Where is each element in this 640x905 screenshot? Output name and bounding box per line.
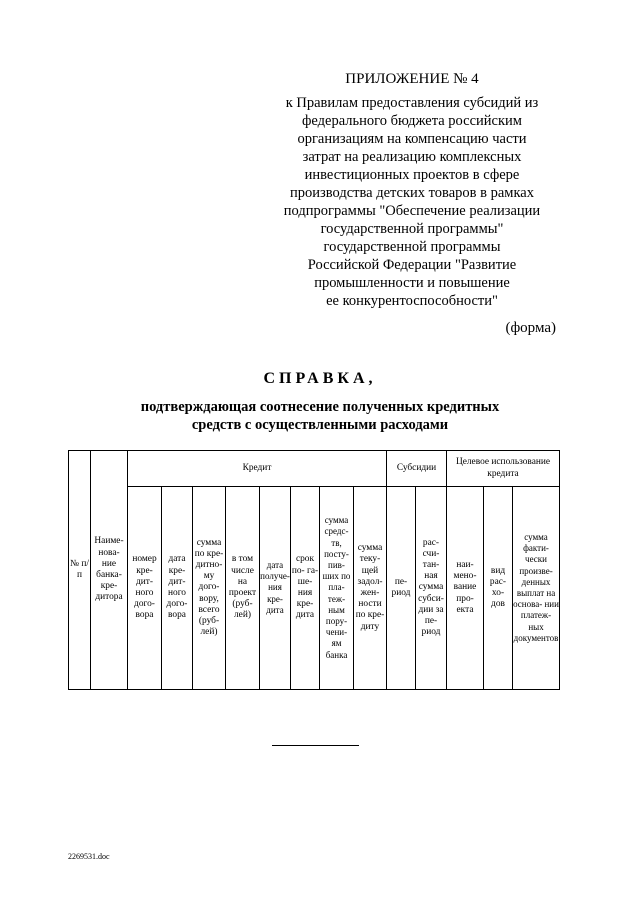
appendix-line: подпрограммы "Обеспечение реализации <box>283 203 541 219</box>
header-cell-number: № п/п <box>69 451 91 690</box>
header-cell-credit: номер кре- дит- ного дого- вора <box>128 487 162 690</box>
document-title: СПРАВКА, <box>263 370 377 387</box>
appendix-line: затрат на реализацию комплексных <box>302 149 522 165</box>
appendix-line: ее конкурентоспособности" <box>326 293 498 309</box>
header-cell-credit: дата кре- дит- ного дого- вора <box>162 487 193 690</box>
appendix-line: Российской Федерации "Развитие <box>307 257 517 273</box>
header-group-credit: Кредит <box>128 451 387 487</box>
subtitle-line: средств с осуществленными расходами <box>191 417 449 433</box>
appendix-line: инвестиционных проектов в сфере <box>304 167 520 183</box>
header-cell-usage: сумма факти- чески произве- денных выплат на основа- нии платеж- ных документов <box>513 487 560 690</box>
appendix-line: организациям на компенсацию части <box>297 131 527 147</box>
header-cell-bank: Наиме- нова- ние банка- кре- дитора <box>91 451 128 690</box>
appendix-line: производства детских товаров в рамках <box>290 185 534 201</box>
header-cell-credit: сумма теку- щей задол- жен- ности по кре- диту <box>354 487 387 690</box>
separator-line <box>272 745 359 746</box>
header-cell-credit: сумма по кре- дитно- му дого- вору, всего (руб- лей) <box>193 487 226 690</box>
report-table <box>68 450 560 690</box>
header-cell-usage: наи- мено- вание про- екта <box>447 487 484 690</box>
header-cell-subsidy: пе- риод <box>387 487 416 690</box>
appendix-line: федерального бюджета российским <box>302 113 522 129</box>
appendix-line: государственной программы <box>323 239 501 255</box>
appendix-block <box>262 70 562 310</box>
appendix-line: государственной программы" <box>320 221 504 237</box>
header-group-usage: Целевое использование кредита <box>447 451 560 487</box>
subtitle-line: подтверждающая соотнесение полученных кредитных <box>140 399 500 415</box>
form-label: (форма) <box>505 320 556 336</box>
header-cell-subsidy: рас- счи- тан- ная сумма субси- дии за пе- риод <box>416 487 447 690</box>
document-subtitle <box>110 398 530 434</box>
appendix-line: промышленности и повышение <box>314 275 510 291</box>
appendix-line: к Правилам предоставления субсидий из <box>285 95 539 111</box>
header-cell-usage: вид рас- хо- дов <box>484 487 513 690</box>
header-cell-credit: дата получе- ния кре- дита <box>260 487 291 690</box>
appendix-title: ПРИЛОЖЕНИЕ № 4 <box>345 71 479 87</box>
header-cell-credit: в том числе на проект (руб- лей) <box>226 487 260 690</box>
header-cell-credit: срок по- га- ше- ния кре- дита <box>291 487 320 690</box>
header-group-subsidy: Субсидии <box>387 451 447 487</box>
document-filename: 2269531.doc <box>68 852 110 861</box>
header-cell-credit: сумма средс- тв, посту- пив- ших по пла- теж- ным пору- чени- ям банка <box>320 487 354 690</box>
